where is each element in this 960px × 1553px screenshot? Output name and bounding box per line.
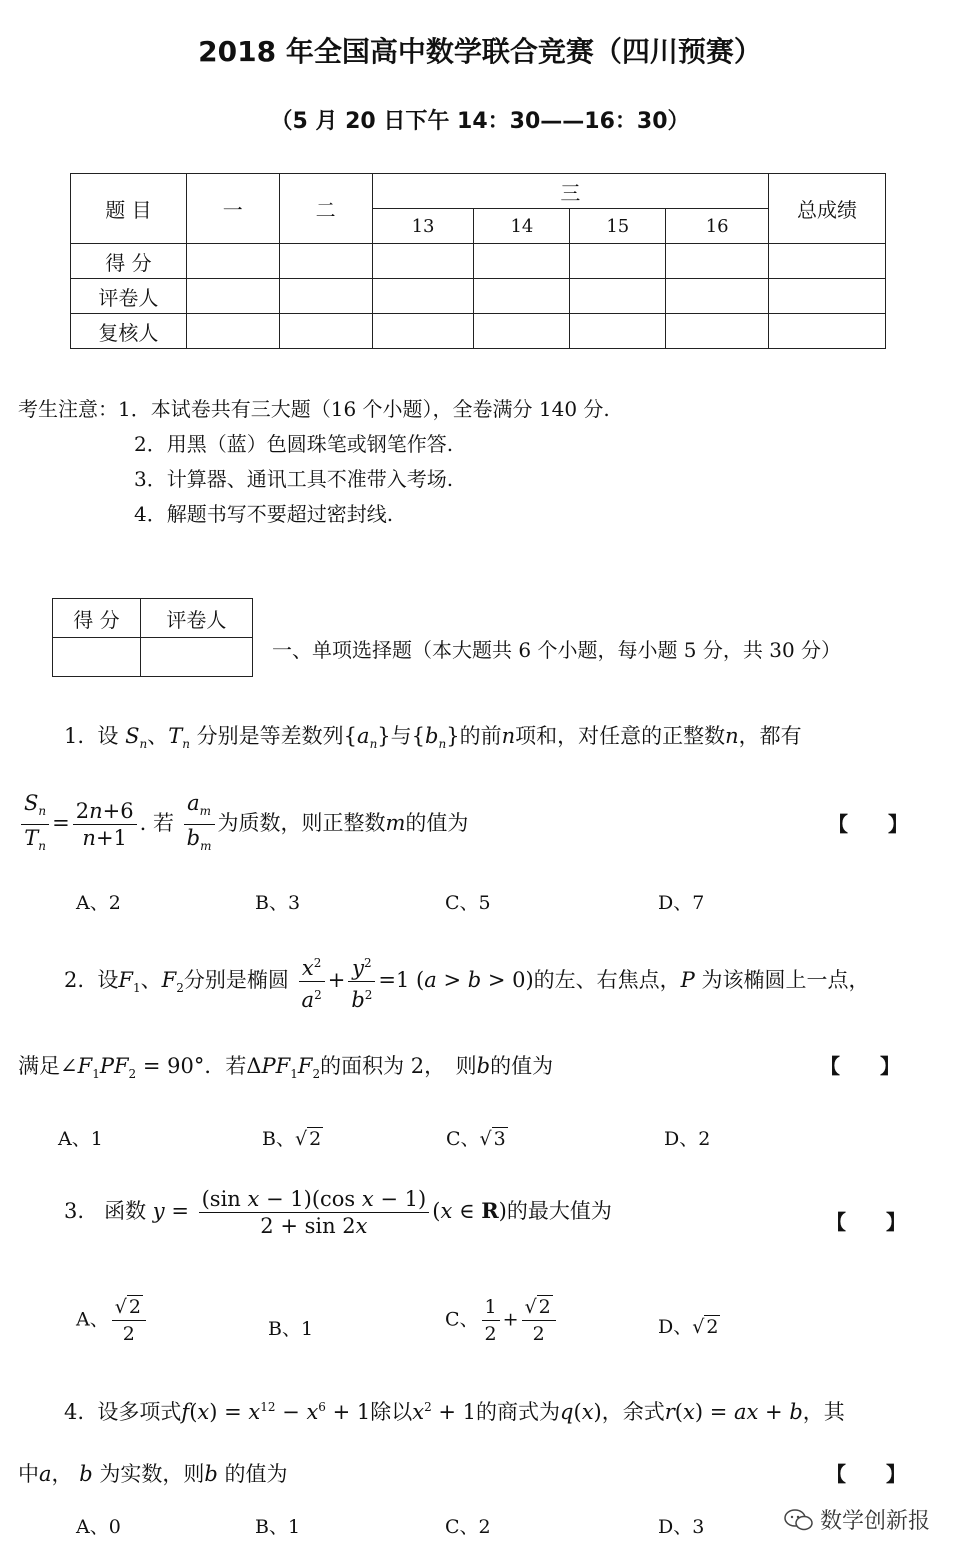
table-row — [71, 314, 886, 349]
answer-bracket[interactable]: 【 】 — [820, 1054, 900, 1078]
q1-option-b[interactable]: B、3 — [255, 892, 301, 914]
notice-label: 考生注意： — [18, 397, 118, 421]
q2-option-c[interactable]: C、√ 3 — [446, 1128, 506, 1150]
row-label: 评卷人 — [71, 279, 187, 314]
notice-item: 4．解题书写不要超过密封线. — [134, 502, 394, 526]
wechat-icon — [784, 1509, 814, 1531]
notice-item: 3．计算器、通讯工具不准带入考场. — [134, 467, 454, 491]
table-row — [71, 279, 886, 314]
header-q13: 13 — [372, 209, 474, 244]
answer-bracket[interactable]: 【 】 — [828, 812, 908, 836]
q1-line2: $\frac{S_n}{T_n}$ = $\frac{2n+6}{n+1}$ . 若 $\frac{a_m}{b_m}$ 为质数，则正整数m的值为 — [18, 790, 468, 859]
q3-line: 3. 函数 y = $\frac{\text{(sin x − 1)(cos x − 1)}}{2 + \sin 2x}$ (x ∈ R)的最大值为 — [64, 1187, 612, 1238]
q1-line1: 1. 设 $S_n$、$T_n$ 分别是等差数列$\{a_n\}$与$\{b_n\}$的前n项和，对任意的正整数n，都有 — [64, 724, 802, 752]
q4-option-b[interactable]: B、1 — [255, 1516, 301, 1538]
grader-score-header: 得 分 — [53, 599, 141, 638]
watermark-text: 数学创新报 — [819, 1509, 930, 1534]
grader-name-header: 评卷人 — [140, 599, 252, 638]
q3-option-c[interactable]: C、 $\frac{1}{2}$ + $\frac{√ 2}{2}$ — [445, 1294, 559, 1347]
answer-bracket[interactable]: 【 】 — [826, 1462, 906, 1486]
q2-line2: 满足$\angle F_1PF_2 = 90^\circ$．若$\Delta PF_1F_2$的面积为 2， 则b的值为 — [18, 1054, 554, 1082]
q4-option-c[interactable]: C、2 — [445, 1516, 491, 1538]
q1-option-d[interactable]: D、7 — [658, 892, 705, 914]
header-part-1: 一 — [186, 174, 279, 244]
row-label: 得 分 — [71, 244, 187, 279]
q2-option-b[interactable]: B、√ 2 — [262, 1128, 322, 1150]
header-item: 题 目 — [71, 174, 187, 244]
header-part-2: 二 — [279, 174, 372, 244]
table-row — [71, 244, 886, 279]
header-part-3: 三 — [372, 174, 769, 209]
q4-line1: 4. 设多项式$f(x) = x^{12} - x^6 + 1$除以$x^2 + 1$的商式为q(x)，余式r(x) = ax + b，其 — [64, 1400, 845, 1424]
grader-table — [52, 598, 253, 677]
header-q15: 15 — [570, 209, 666, 244]
q1-option-c[interactable]: C、5 — [445, 892, 491, 914]
header-q16: 16 — [666, 209, 769, 244]
q2-line1: 2. 设$F_1$、$F_2$分别是椭圆 $\frac{x^2}{a^2}$ + $\frac{y^2}{b^2}$ =1 (a > b > 0)的左、右焦点，P 为该椭圆上一点， — [64, 950, 870, 1013]
q2-option-a[interactable]: A、1 — [58, 1128, 103, 1150]
exam-notice — [18, 392, 610, 532]
notice-item: 1．本试卷共有三大题（16 个小题），全卷满分 140 分. — [118, 397, 610, 421]
q3-option-b[interactable]: B、1 — [268, 1318, 314, 1340]
q1-option-a[interactable]: A、2 — [76, 892, 121, 914]
watermark — [784, 1504, 930, 1535]
score-table — [70, 173, 886, 349]
notice-item: 2．用黑（蓝）色圆珠笔或钢笔作答. — [134, 432, 454, 456]
header-q14: 14 — [474, 209, 570, 244]
row-label: 复核人 — [71, 314, 187, 349]
header-total: 总成绩 — [769, 174, 886, 244]
q3-option-a[interactable]: A、 $\frac{√ 2}{2}$ — [76, 1294, 149, 1347]
exam-time: （5 月 20 日下午 14：30——16：30） — [270, 109, 690, 134]
q4-line2: 中a， b 为实数，则b 的值为 — [18, 1462, 288, 1486]
page-title: 2018 年全国高中数学联合竞赛（四川预赛） — [198, 35, 762, 68]
answer-bracket[interactable]: 【 】 — [826, 1210, 906, 1234]
q3-option-d[interactable]: D、√ 2 — [658, 1316, 719, 1338]
q4-option-a[interactable]: A、0 — [76, 1516, 121, 1538]
q4-option-d[interactable]: D、3 — [658, 1516, 705, 1538]
section-title: 一、单项选择题（本大题共 6 个小题，每小题 5 分，共 30 分） — [272, 638, 842, 662]
q2-option-d[interactable]: D、2 — [664, 1128, 711, 1150]
